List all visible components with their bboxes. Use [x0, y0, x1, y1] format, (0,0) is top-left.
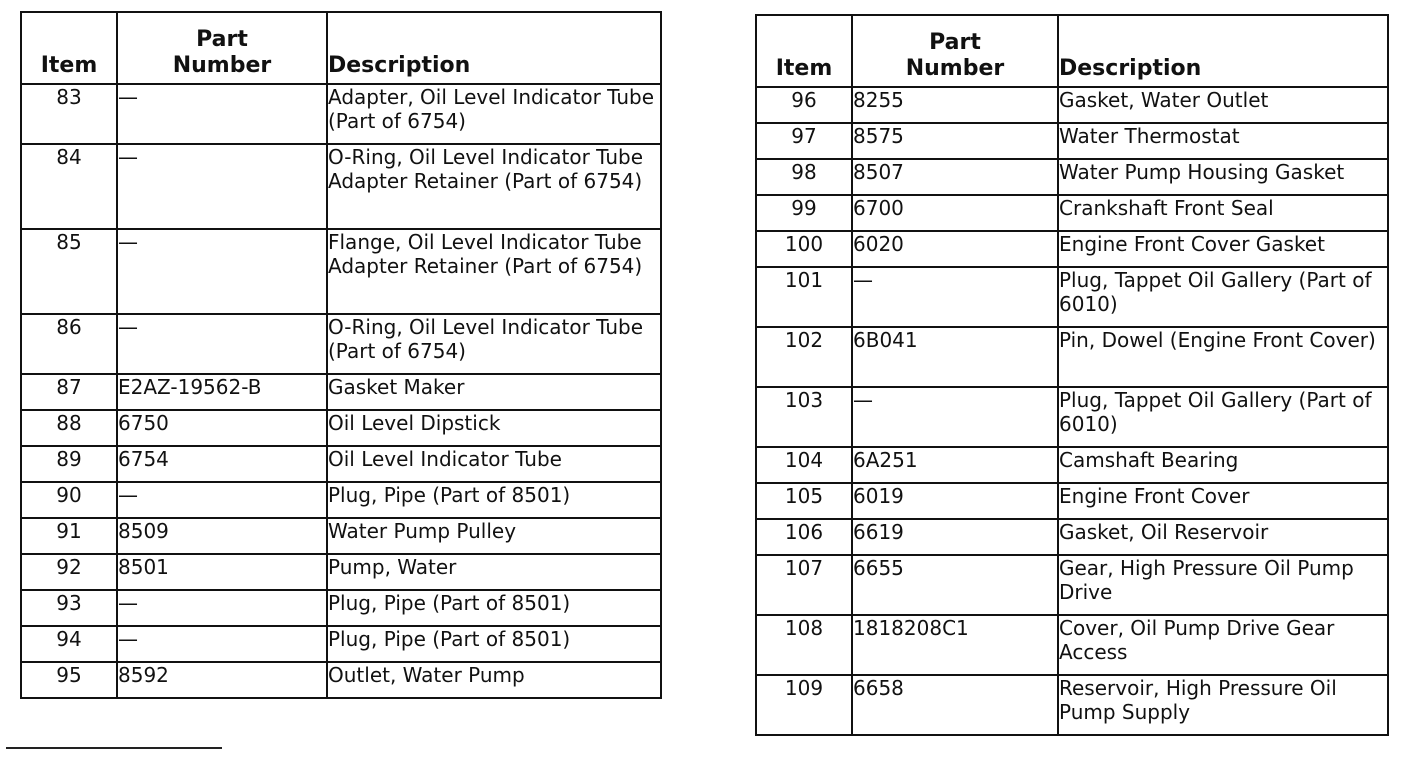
- item-cell: 85: [21, 229, 117, 314]
- table-row: [756, 447, 1388, 483]
- part-number-cell: 8255: [852, 87, 1058, 123]
- table-row: [756, 327, 1388, 387]
- part-number-cell: —: [117, 84, 327, 144]
- description-cell: Water Pump Pulley: [327, 518, 661, 554]
- description-cell: Plug, Tappet Oil Gallery (Part of 6010): [1058, 387, 1388, 447]
- part-number-cell: —: [852, 387, 1058, 447]
- table-row: [21, 446, 661, 482]
- part-number-cell: 6B041: [852, 327, 1058, 387]
- table-row: [21, 410, 661, 446]
- part-number-cell: 6655: [852, 555, 1058, 615]
- table-row: [756, 555, 1388, 615]
- description-cell: Gear, High Pressure Oil Pump Drive: [1058, 555, 1388, 615]
- table-row: [756, 675, 1388, 735]
- table-row: [756, 159, 1388, 195]
- description-cell: Plug, Tappet Oil Gallery (Part of 6010): [1058, 267, 1388, 327]
- description-cell: Plug, Pipe (Part of 8501): [327, 590, 661, 626]
- description-cell: Pin, Dowel (Engine Front Cover): [1058, 327, 1388, 387]
- item-cell: 94: [21, 626, 117, 662]
- item-cell: 108: [756, 615, 852, 675]
- item-cell: 103: [756, 387, 852, 447]
- table-row: [21, 590, 661, 626]
- part-number-cell: 8507: [852, 159, 1058, 195]
- description-cell: Oil Level Dipstick: [327, 410, 661, 446]
- item-cell: 109: [756, 675, 852, 735]
- table-row: [756, 195, 1388, 231]
- item-cell: 91: [21, 518, 117, 554]
- table-row: [756, 519, 1388, 555]
- part-number-cell: 6658: [852, 675, 1058, 735]
- table-row: [21, 84, 661, 144]
- item-cell: 99: [756, 195, 852, 231]
- part-number-cell: 1818208C1: [852, 615, 1058, 675]
- part-number-cell: —: [117, 229, 327, 314]
- table-header-row: [756, 15, 1388, 87]
- item-cell: 101: [756, 267, 852, 327]
- part-number-cell: —: [117, 482, 327, 518]
- description-cell: Adapter, Oil Level Indicator Tube (Part of 6754): [327, 84, 661, 144]
- table-row: [756, 267, 1388, 327]
- part-number-cell: 6020: [852, 231, 1058, 267]
- table-row: [756, 615, 1388, 675]
- description-cell: Pump, Water: [327, 554, 661, 590]
- part-number-cell: 6754: [117, 446, 327, 482]
- item-cell: 105: [756, 483, 852, 519]
- description-cell: Water Pump Housing Gasket: [1058, 159, 1388, 195]
- part-number-cell: —: [117, 590, 327, 626]
- description-cell: Crankshaft Front Seal: [1058, 195, 1388, 231]
- item-cell: 86: [21, 314, 117, 374]
- item-cell: 97: [756, 123, 852, 159]
- description-cell: Gasket Maker: [327, 374, 661, 410]
- table-row: [756, 123, 1388, 159]
- table-row: [756, 483, 1388, 519]
- part-number-cell: —: [117, 314, 327, 374]
- part-number-cell: 6750: [117, 410, 327, 446]
- item-cell: 96: [756, 87, 852, 123]
- item-column-header: Item: [21, 12, 117, 84]
- part-number-cell: 8592: [117, 662, 327, 698]
- description-cell: O-Ring, Oil Level Indicator Tube Adapter Retainer (Part of 6754): [327, 144, 661, 229]
- item-cell: 93: [21, 590, 117, 626]
- part-number-cell: 6700: [852, 195, 1058, 231]
- part-number-cell: 8501: [117, 554, 327, 590]
- description-cell: Plug, Pipe (Part of 8501): [327, 626, 661, 662]
- table-row: [756, 231, 1388, 267]
- part-number-cell: 6A251: [852, 447, 1058, 483]
- part-number-cell: E2AZ-19562-B: [117, 374, 327, 410]
- description-cell: Plug, Pipe (Part of 8501): [327, 482, 661, 518]
- part-number-column-header: Part Number: [117, 12, 327, 84]
- part-number-column-header: Part Number: [852, 15, 1058, 87]
- table-row: [21, 482, 661, 518]
- description-cell: Engine Front Cover: [1058, 483, 1388, 519]
- description-cell: Oil Level Indicator Tube: [327, 446, 661, 482]
- table-row: [21, 229, 661, 314]
- description-cell: Camshaft Bearing: [1058, 447, 1388, 483]
- description-cell: Water Thermostat: [1058, 123, 1388, 159]
- item-cell: 92: [21, 554, 117, 590]
- table-row: [21, 662, 661, 698]
- description-column-header: Description: [327, 12, 661, 84]
- table-row: [21, 314, 661, 374]
- description-cell: Cover, Oil Pump Drive Gear Access: [1058, 615, 1388, 675]
- description-cell: Reservoir, High Pressure Oil Pump Supply: [1058, 675, 1388, 735]
- part-number-cell: 8509: [117, 518, 327, 554]
- item-cell: 89: [21, 446, 117, 482]
- part-number-cell: —: [117, 626, 327, 662]
- table-row: [21, 518, 661, 554]
- item-cell: 83: [21, 84, 117, 144]
- item-cell: 87: [21, 374, 117, 410]
- item-cell: 100: [756, 231, 852, 267]
- parts-table-right: [755, 14, 1389, 736]
- table-row: [21, 626, 661, 662]
- item-cell: 106: [756, 519, 852, 555]
- description-cell: Flange, Oil Level Indicator Tube Adapter Retainer (Part of 6754): [327, 229, 661, 314]
- part-number-cell: —: [117, 144, 327, 229]
- item-cell: 90: [21, 482, 117, 518]
- item-cell: 84: [21, 144, 117, 229]
- table-row: [21, 374, 661, 410]
- item-column-header: Item: [756, 15, 852, 87]
- item-cell: 88: [21, 410, 117, 446]
- description-cell: O-Ring, Oil Level Indicator Tube (Part of 6754): [327, 314, 661, 374]
- item-cell: 107: [756, 555, 852, 615]
- table-row: [756, 387, 1388, 447]
- parts-table-left: [20, 11, 662, 699]
- description-cell: Outlet, Water Pump: [327, 662, 661, 698]
- item-cell: 95: [21, 662, 117, 698]
- table-row: [756, 87, 1388, 123]
- part-number-cell: 6019: [852, 483, 1058, 519]
- item-cell: 104: [756, 447, 852, 483]
- part-number-cell: 8575: [852, 123, 1058, 159]
- item-cell: 102: [756, 327, 852, 387]
- part-number-cell: 6619: [852, 519, 1058, 555]
- table-header-row: [21, 12, 661, 84]
- table-row: [21, 144, 661, 229]
- description-cell: Engine Front Cover Gasket: [1058, 231, 1388, 267]
- description-column-header: Description: [1058, 15, 1388, 87]
- description-cell: Gasket, Water Outlet: [1058, 87, 1388, 123]
- description-cell: Gasket, Oil Reservoir: [1058, 519, 1388, 555]
- part-number-cell: —: [852, 267, 1058, 327]
- item-cell: 98: [756, 159, 852, 195]
- table-row: [21, 554, 661, 590]
- footnote-rule: [6, 747, 222, 749]
